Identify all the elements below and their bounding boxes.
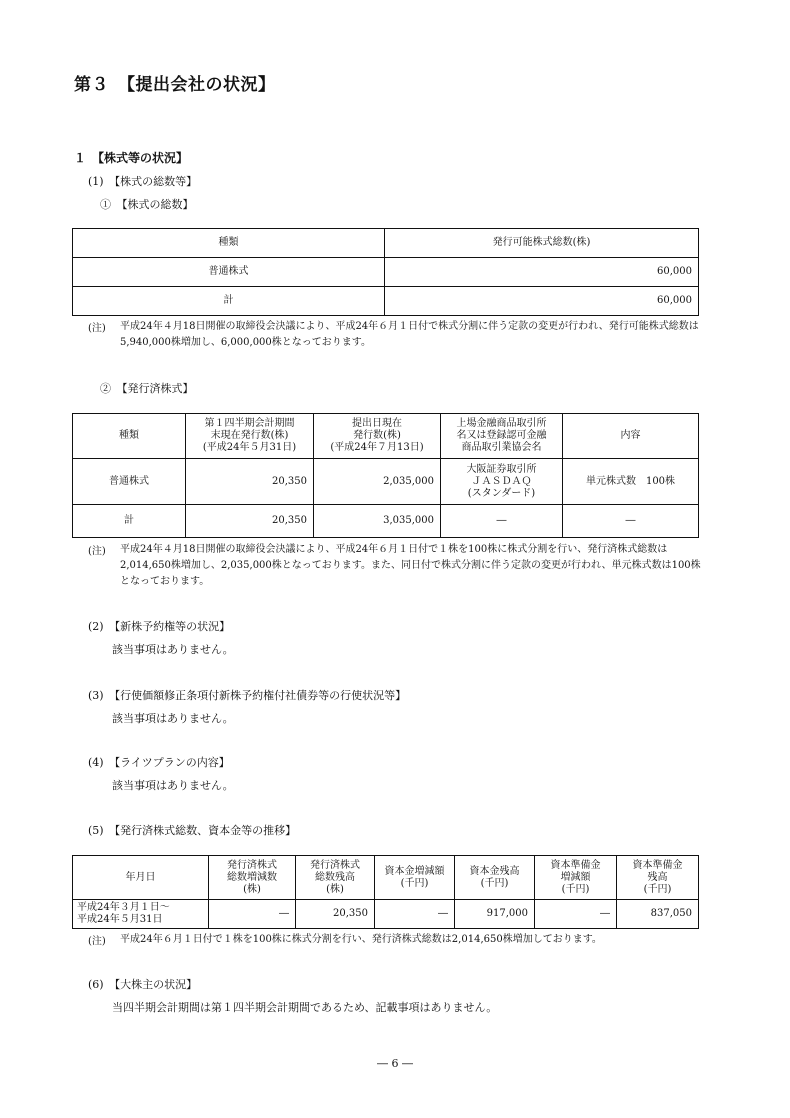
note-text: 平成24年４月18日開催の取締役会決議により、平成24年６月１日付で株式分割に伴う定款の変更が行われ、発行可能株式総数は5,940,000株増加し、6,000,000株となっております。 xyxy=(120,321,699,348)
subsection-heading: (2) 【新株予約権等の状況】 xyxy=(88,620,231,633)
note-label: (注) xyxy=(88,936,106,947)
table-header: 種類 xyxy=(73,414,186,459)
table-header: 提出日現在 発行数(株) (平成24年７月13日) xyxy=(314,414,441,459)
table-header: 第１四半期会計期間 末現在発行数(株) (平成24年５月31日) xyxy=(186,414,314,459)
table-header: 発行済株式 総数残高 (株) xyxy=(296,856,375,900)
table-cell: 計 xyxy=(73,287,385,316)
subsection-heading: (5) 【発行済株式総数、資本金等の推移】 xyxy=(88,824,297,837)
table-header: 資本準備金 増減額 (千円) xyxy=(535,856,617,900)
note-text: 平成24年４月18日開催の取締役会決議により、平成24年６月１日付で１株を100株に株式分割を行い、発行済株式総数は2,014,650株増加し、2,035,000株となっております。また、同日付で株式分割に伴う定款の変更が行われ、単元株式数は100株となっております。 xyxy=(120,544,701,587)
subsection-heading: (1) 【株式の総数等】 xyxy=(88,175,198,188)
note-label: (注) xyxy=(88,323,106,334)
table-header: 内容 xyxy=(563,414,699,459)
table-cell: 917,000 xyxy=(455,900,535,929)
table-header: 上場金融商品取引所 名又は登録認可金融 商品取引業協会名 xyxy=(441,414,563,459)
table-cell: 大阪証券取引所 ＪＡＳＤＡＱ (スタンダード) xyxy=(441,459,563,505)
body-text: 該当事項はありません。 xyxy=(112,779,234,792)
table-header: 資本金増減額 (千円) xyxy=(375,856,455,900)
table-cell: 2,035,000 xyxy=(314,459,441,505)
table-cell: 3,035,000 xyxy=(314,505,441,538)
subsection-heading: ② 【発行済株式】 xyxy=(100,382,194,395)
table-header: 資本金残高 (千円) xyxy=(455,856,535,900)
section-heading: １ 【株式等の状況】 xyxy=(74,151,189,165)
table-cell: 60,000 xyxy=(385,287,699,316)
body-text: 該当事項はありません。 xyxy=(112,643,234,656)
note-text: 平成24年６月１日付で１株を100株に株式分割を行い、発行済株式総数は2,014,650株増加しております。 xyxy=(120,934,602,945)
table-header: 資本準備金 残高 (千円) xyxy=(617,856,699,900)
table-cell: ― xyxy=(209,900,296,929)
body-text: 当四半期会計期間は第１四半期会計期間であるため、記載事項はありません。 xyxy=(112,1001,498,1014)
capital-history-table xyxy=(72,855,699,929)
table-cell: ― xyxy=(563,505,699,538)
table-header: 発行済株式 総数増減数 (株) xyxy=(209,856,296,900)
table-cell: 60,000 xyxy=(385,258,699,287)
subsection-heading: (4) 【ライツプランの内容】 xyxy=(88,756,230,769)
table-cell: 計 xyxy=(73,505,186,538)
subsection-heading: (3) 【行使価額修正条項付新株予約権付社債券等の行使状況等】 xyxy=(88,689,407,702)
table-cell: 普通株式 xyxy=(73,459,186,505)
table-cell: 単元株式数 100株 xyxy=(563,459,699,505)
table-header: 年月日 xyxy=(73,856,209,900)
table-cell: 837,050 xyxy=(617,900,699,929)
table-cell: ― xyxy=(441,505,563,538)
page-title: 第３ 【提出会社の状況】 xyxy=(74,75,276,95)
table-cell: 普通株式 xyxy=(73,258,385,287)
page-number: ― 6 ― xyxy=(377,1057,413,1070)
table-header: 種類 xyxy=(73,229,385,258)
table-cell: 20,350 xyxy=(186,505,314,538)
table-cell: 20,350 xyxy=(296,900,375,929)
table-cell: ― xyxy=(375,900,455,929)
table-cell: 平成24年３月１日～ 平成24年５月31日 xyxy=(73,900,209,929)
subsection-heading: (6) 【大株主の状況】 xyxy=(88,978,198,991)
note-label: (注) xyxy=(88,546,106,557)
table-header: 発行可能株式総数(株) xyxy=(385,229,699,258)
subsection-heading: ① 【株式の総数】 xyxy=(100,198,194,211)
total-shares-table xyxy=(72,228,699,316)
issued-shares-table xyxy=(72,413,699,538)
table-cell: ― xyxy=(535,900,617,929)
table-cell: 20,350 xyxy=(186,459,314,505)
body-text: 該当事項はありません。 xyxy=(112,712,234,725)
